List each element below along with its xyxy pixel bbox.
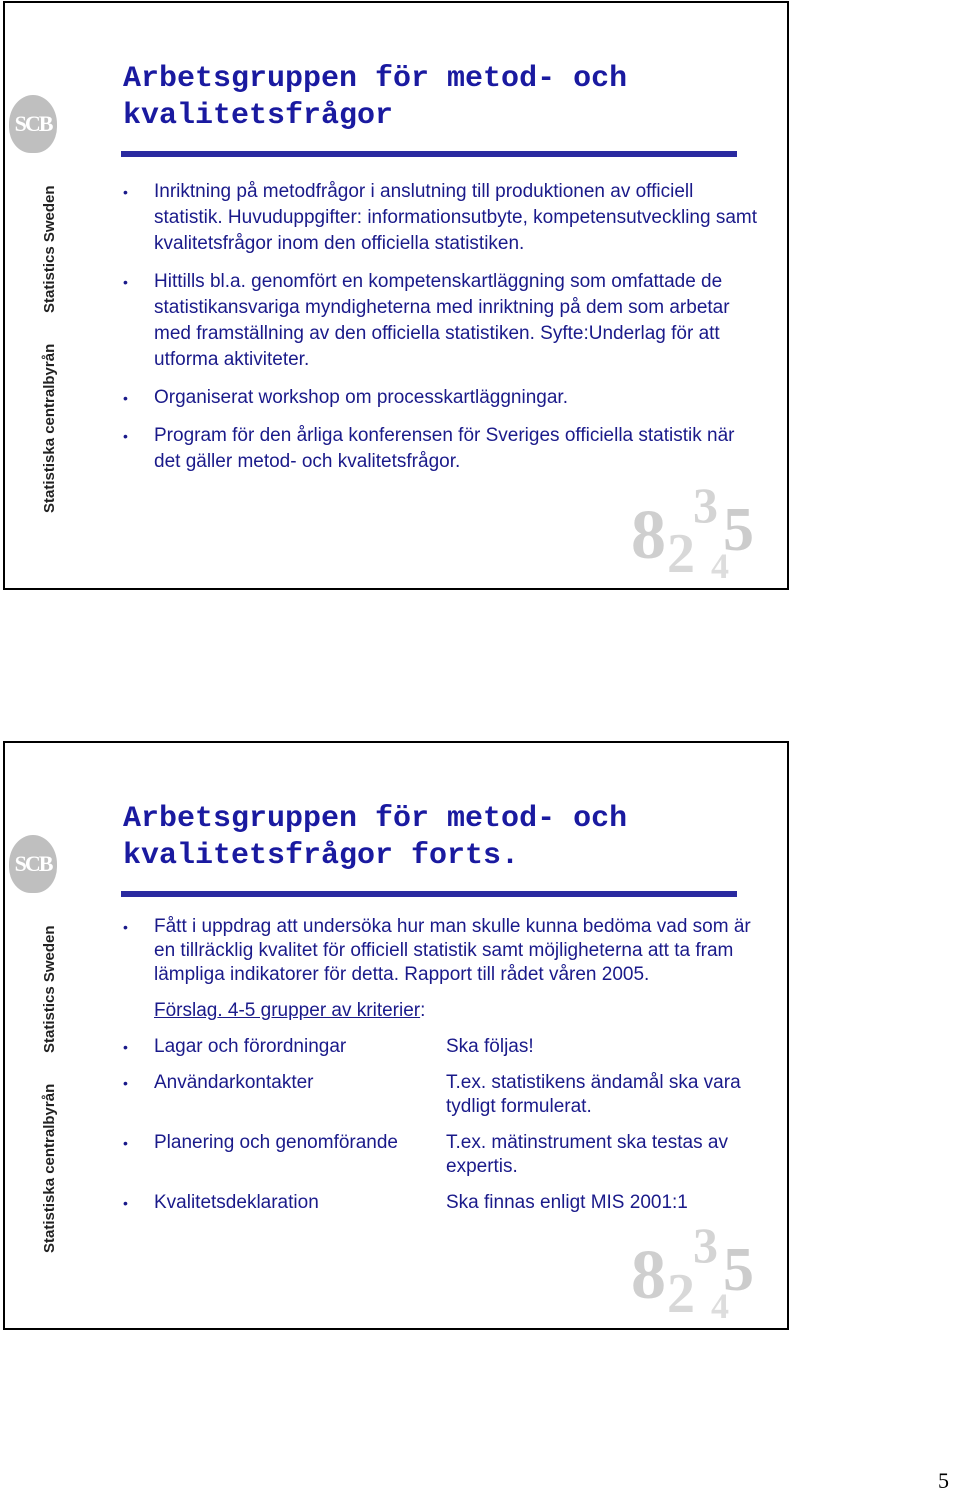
svg-text:5: 5: [723, 496, 754, 564]
branding-line-2: Statistiska centralbyrån: [41, 1083, 58, 1253]
criteria-list: [123, 915, 763, 1227]
title-rule: [121, 891, 737, 897]
svg-text:8: 8: [631, 497, 666, 574]
slide-title: Arbetsgruppen för metod- och kvalitetsfrågor: [123, 62, 628, 133]
svg-text:3: 3: [693, 477, 718, 533]
bullet-icon: •: [123, 428, 128, 444]
svg-text:4: 4: [711, 546, 729, 582]
list-item: • Program för den årliga konferensen för Sveriges officiella statistik när det gäller metod- och kvalitetsfrågor.: [123, 425, 735, 472]
svg-text:3: 3: [693, 1217, 718, 1273]
bullet-list: [123, 179, 763, 487]
svg-text:2: 2: [667, 1263, 695, 1322]
slide-title: Arbetsgruppen för metod- och kvalitetsfrågor forts.: [123, 802, 628, 873]
list-item: • Inriktning på metodfrågor i anslutning till produktionen av officiell statistik. Huvuduppgifter: informationsutbyte, kompetensutveckling samt kvalitetsfrågor inom den officiella statistiken.: [123, 181, 758, 254]
slide-1: [3, 1, 789, 590]
svg-text:8: 8: [631, 1237, 666, 1314]
slide-2: [3, 741, 789, 1330]
list-item: • Hittills bl.a. genomfört en kompetenskartläggning som omfattade de statistikansvariga myndigheterna med inriktning på dem som arbetar med framställning av den officiella statistiken. Syfte:Underlag för att utforma aktiviteter.: [123, 271, 730, 370]
vertical-branding: [41, 913, 71, 1273]
svg-text:4: 4: [711, 1286, 729, 1322]
list-item: • Organiserat workshop om processkartläggningar.: [123, 385, 763, 411]
svg-text:2: 2: [667, 523, 695, 582]
criteria-row: • Lagar och förordningar Ska följas!: [123, 1036, 534, 1057]
bullet-icon: •: [123, 1135, 128, 1151]
vertical-branding: [41, 173, 71, 533]
branding-line-1: Statistics Sweden: [41, 185, 58, 313]
bullet-icon: •: [123, 184, 128, 200]
numbers-watermark-icon: [631, 472, 781, 582]
criteria-row: • Användarkontakter T.ex. statistikens ändamål ska vara tydligt formulerat.: [123, 1072, 741, 1117]
svg-text:5: 5: [723, 1236, 754, 1304]
page-number: 5: [938, 1468, 949, 1493]
bullet-icon: •: [123, 919, 128, 935]
proposal-line: Förslag. 4-5 grupper av kriterier:: [154, 1000, 426, 1021]
bullet-icon: •: [123, 1039, 128, 1055]
scb-logo: SCB: [9, 95, 57, 153]
list-item: • Fått i uppdrag att undersöka hur man skulle kunna bedöma vad som är en tillräcklig kvalitet för officiell statistik samt möjligheterna att ta fram lämpliga indikatorer för detta. Rapport till rådet våren 2005.: [123, 916, 751, 985]
numbers-watermark-icon: [631, 1212, 781, 1322]
branding-line-1: Statistics Sweden: [41, 925, 58, 1053]
scb-logo: SCB: [9, 835, 57, 893]
criteria-row: • Planering och genomförande T.ex. mätinstrument ska testas av expertis.: [123, 1132, 728, 1177]
bullet-icon: •: [123, 1195, 128, 1211]
bullet-icon: •: [123, 274, 128, 290]
criteria-row: • Kvalitetsdeklaration Ska finnas enligt MIS 2001:1: [123, 1192, 688, 1213]
title-rule: [121, 151, 737, 157]
bullet-icon: •: [123, 390, 128, 406]
branding-line-2: Statistiska centralbyrån: [41, 343, 58, 513]
bullet-icon: •: [123, 1075, 128, 1091]
